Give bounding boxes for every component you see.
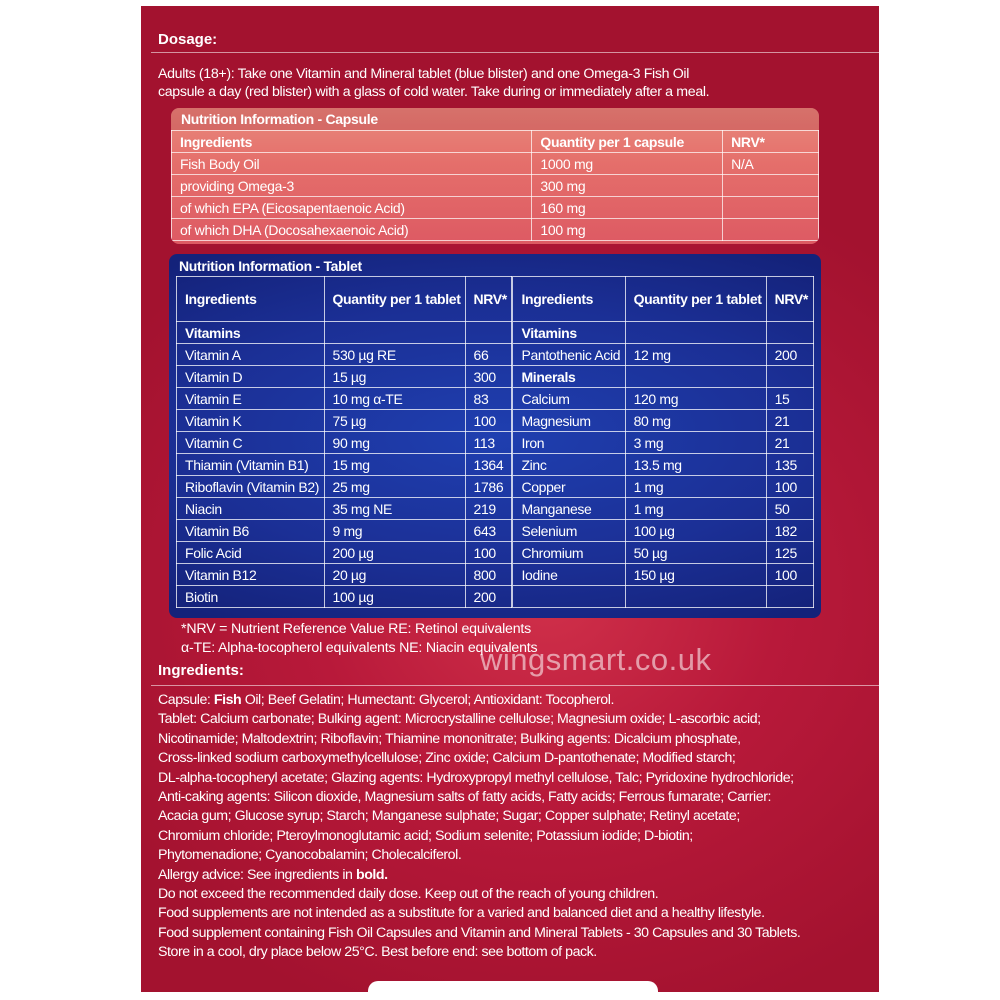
table-cell xyxy=(766,586,813,608)
table-cell: 90 mg xyxy=(324,432,465,454)
table-cell: Iron xyxy=(513,432,625,454)
table-cell: Manganese xyxy=(513,498,625,520)
table-cell: Vitamins xyxy=(513,322,625,344)
table-row xyxy=(177,322,814,344)
table-cell: 9 mg xyxy=(324,520,465,542)
table-cell: NRV* xyxy=(465,277,512,322)
table-cell xyxy=(513,586,625,608)
table-cell: Ingredients xyxy=(177,277,325,322)
ingredients-title: Ingredients: xyxy=(158,662,244,679)
table-cell: Vitamin E xyxy=(177,388,325,410)
table-cell: Niacin xyxy=(177,498,325,520)
table-cell: 12 mg xyxy=(625,344,766,366)
table-row xyxy=(177,388,814,410)
table-cell: 100 mg xyxy=(532,219,723,241)
table-cell: Minerals xyxy=(513,366,625,388)
table-cell xyxy=(766,322,813,344)
table-cell: N/A xyxy=(723,153,819,175)
table-cell: 13.5 mg xyxy=(625,454,766,476)
allergy-advice xyxy=(158,866,865,885)
table-cell: Thiamin (Vitamin B1) xyxy=(177,454,325,476)
tablet-nutrition-table xyxy=(169,254,821,618)
table-cell: 80 mg xyxy=(625,410,766,432)
table-cell: Vitamin D xyxy=(177,366,325,388)
ingredients-line: Phytomenadione; Cyanocobalamin; Cholecalciferol. xyxy=(158,847,462,864)
table-cell: 182 xyxy=(766,520,813,542)
warning-line: Food supplement containing Fish Oil Capsules and Vitamin and Mineral Tablets - 30 Capsules and 30 Tablets. xyxy=(158,924,801,941)
table-cell: Vitamin A xyxy=(177,344,325,366)
table-row xyxy=(177,454,814,476)
table-cell xyxy=(625,366,766,388)
table-cell: 135 xyxy=(766,454,813,476)
table-cell: Quantity per 1 capsule xyxy=(532,131,723,153)
ingredients-line: Chromium chloride; Pteroylmonoglutamic acid; Sodium selenite; Potassium iodide; D-biotin; xyxy=(158,827,693,844)
tablet-header-row xyxy=(177,277,814,322)
table-cell: Chromium xyxy=(513,542,625,564)
allergen-fish: Fish xyxy=(213,692,242,708)
table-row xyxy=(177,498,814,520)
table-cell: 15 xyxy=(766,388,813,410)
table-cell: 100 µg xyxy=(625,520,766,542)
watermark: wingsmart.co.uk xyxy=(480,642,712,677)
table-cell: 300 mg xyxy=(532,175,723,197)
table-cell: Pantothenic Acid xyxy=(513,344,625,366)
ingredients-line: Acacia gum; Glucose syrup; Starch; Manganese sulphate; Sugar; Copper sulphate; Retinyl acetate; xyxy=(158,808,740,825)
table-cell: Selenium xyxy=(513,520,625,542)
tablet-table-title: Nutrition Information - Tablet xyxy=(179,258,362,274)
table-cell: Riboflavin (Vitamin B2) xyxy=(177,476,325,498)
table-cell: 21 xyxy=(766,432,813,454)
table-cell: Iodine xyxy=(513,564,625,586)
table-row xyxy=(172,219,819,241)
table-cell: Quantity per 1 tablet xyxy=(625,277,766,322)
table-cell: 643 xyxy=(465,520,512,542)
ingredients-capsule-line xyxy=(158,691,865,710)
table-cell: Ingredients xyxy=(513,277,625,322)
table-row xyxy=(177,410,814,432)
ingredients-line: Anti-caking agents: Silicon dioxide, Magnesium salts of fatty acids, Fatty acids; Ferrous fumarate; Carrier: xyxy=(158,789,771,806)
table-cell: 300 xyxy=(465,366,512,388)
table-cell: 100 µg xyxy=(324,586,465,608)
warning-line: Store in a cool, dry place below 25°C. Best before end: see bottom of pack. xyxy=(158,944,597,961)
warning-line: Food supplements are not intended as a substitute for a varied and balanced diet and a healthy lifestyle. xyxy=(158,905,765,922)
table-cell xyxy=(625,586,766,608)
table-cell: 1786 xyxy=(465,476,512,498)
table-cell: Ingredients xyxy=(172,131,532,153)
table-cell: 150 µg xyxy=(625,564,766,586)
footnote-nrv: *NRV = Nutrient Reference Value RE: Retinol equivalents xyxy=(181,621,532,637)
allergy-bold: bold. xyxy=(355,866,388,883)
table-cell: 35 mg NE xyxy=(324,498,465,520)
table-cell: 100 xyxy=(465,542,512,564)
table-cell: Vitamin K xyxy=(177,410,325,432)
table-row xyxy=(177,366,814,388)
table-cell: 160 mg xyxy=(532,197,723,219)
table-cell: 219 xyxy=(465,498,512,520)
table-cell: Vitamin C xyxy=(177,432,325,454)
table-cell: Fish Body Oil xyxy=(172,153,532,175)
pack-panel xyxy=(141,6,879,992)
table-cell: providing Omega-3 xyxy=(172,175,532,197)
table-cell: 100 xyxy=(766,564,813,586)
capsule-header-row xyxy=(172,131,819,153)
warning-line: Do not exceed the recommended daily dose. Keep out of the reach of young children. xyxy=(158,886,659,903)
capsule-table-grid xyxy=(171,130,819,241)
table-cell: Calcium xyxy=(513,388,625,410)
capsule-label: Capsule: xyxy=(158,692,214,708)
table-cell: 3 mg xyxy=(625,432,766,454)
table-cell xyxy=(723,197,819,219)
table-cell: 1364 xyxy=(465,454,512,476)
table-row xyxy=(177,476,814,498)
table-row xyxy=(177,564,814,586)
table-cell: 20 µg xyxy=(324,564,465,586)
tablet-table-grid xyxy=(176,276,814,608)
table-cell: 25 mg xyxy=(324,476,465,498)
table-cell: 530 µg RE xyxy=(324,344,465,366)
table-cell: 1 mg xyxy=(625,498,766,520)
table-cell: 10 mg α-TE xyxy=(324,388,465,410)
dosage-title: Dosage: xyxy=(158,31,218,48)
table-row xyxy=(177,432,814,454)
ingredients-divider xyxy=(151,685,879,686)
table-cell: 100 xyxy=(766,476,813,498)
table-row xyxy=(172,175,819,197)
capsule-nutrition-table xyxy=(171,108,819,244)
table-cell xyxy=(766,366,813,388)
table-cell: 1000 mg xyxy=(532,153,723,175)
table-cell: 100 xyxy=(465,410,512,432)
table-cell: 66 xyxy=(465,344,512,366)
table-cell xyxy=(723,175,819,197)
capsule-rest: Oil; Beef Gelatin; Humectant: Glycerol; Antioxidant: Tocopherol. xyxy=(241,692,614,708)
ingredients-line: DL-alpha-tocopheryl acetate; Glazing agents: Hydroxypropyl methyl cellulose, Talc; Pyridoxine hydrochloride; xyxy=(158,769,794,786)
table-cell: Zinc xyxy=(513,454,625,476)
table-cell: 200 xyxy=(465,586,512,608)
table-cell: 800 xyxy=(465,564,512,586)
dosage-text xyxy=(158,65,867,101)
table-cell: 125 xyxy=(766,542,813,564)
table-cell: 120 mg xyxy=(625,388,766,410)
table-cell: 21 xyxy=(766,410,813,432)
table-cell xyxy=(723,219,819,241)
table-row xyxy=(177,520,814,542)
table-cell: Copper xyxy=(513,476,625,498)
table-cell: Vitamin B6 xyxy=(177,520,325,542)
table-cell: Quantity per 1 tablet xyxy=(324,277,465,322)
table-cell: Biotin xyxy=(177,586,325,608)
table-cell: 200 µg xyxy=(324,542,465,564)
table-cell: 15 µg xyxy=(324,366,465,388)
table-row xyxy=(177,542,814,564)
table-cell: of which DHA (Docosahexaenoic Acid) xyxy=(172,219,532,241)
table-cell: Vitamin B12 xyxy=(177,564,325,586)
ingredients-line: Nicotinamide; Maltodextrin; Riboflavin; Thiamine mononitrate; Bulking agents: Dicalcium phosphate, xyxy=(158,730,741,747)
ingredients-line: Cross-linked sodium carboxymethylcellulose; Zinc oxide; Calcium D-pantothenate; Modified starch; xyxy=(158,750,736,767)
table-cell: Folic Acid xyxy=(177,542,325,564)
table-cell: 1 mg xyxy=(625,476,766,498)
table-cell xyxy=(324,322,465,344)
table-cell xyxy=(625,322,766,344)
table-cell: NRV* xyxy=(766,277,813,322)
table-cell: 113 xyxy=(465,432,512,454)
dosage-divider xyxy=(151,52,879,53)
table-cell: 83 xyxy=(465,388,512,410)
ingredients-text xyxy=(158,691,865,963)
table-cell: 50 µg xyxy=(625,542,766,564)
ingredients-line: Tablet: Calcium carbonate; Bulking agent: Microcrystalline cellulose; Magnesium oxide; L-ascorbic acid; xyxy=(158,711,761,728)
pack-tab-cutout xyxy=(368,981,658,1000)
table-cell: Vitamins xyxy=(177,322,325,344)
table-row xyxy=(177,344,814,366)
dosage-line-2: capsule a day (red blister) with a glass of cold water. Take during or immediately after a meal. xyxy=(158,84,710,100)
table-cell: NRV* xyxy=(723,131,819,153)
dosage-line-1: Adults (18+): Take one Vitamin and Mineral tablet (blue blister) and one Omega-3 Fish Oil xyxy=(158,66,689,82)
table-cell xyxy=(465,322,512,344)
table-cell: 75 µg xyxy=(324,410,465,432)
table-cell: 200 xyxy=(766,344,813,366)
footnote-te: α-TE: Alpha-tocopherol equivalents NE: Niacin equivalents xyxy=(181,640,538,656)
table-cell: of which EPA (Eicosapentaenoic Acid) xyxy=(172,197,532,219)
table-row xyxy=(172,153,819,175)
allergy-prefix: Allergy advice: See ingredients in xyxy=(158,866,356,883)
table-cell: Magnesium xyxy=(513,410,625,432)
table-row xyxy=(172,197,819,219)
table-row xyxy=(177,586,814,608)
table-cell: 15 mg xyxy=(324,454,465,476)
capsule-table-title: Nutrition Information - Capsule xyxy=(171,108,819,130)
table-cell: 50 xyxy=(766,498,813,520)
